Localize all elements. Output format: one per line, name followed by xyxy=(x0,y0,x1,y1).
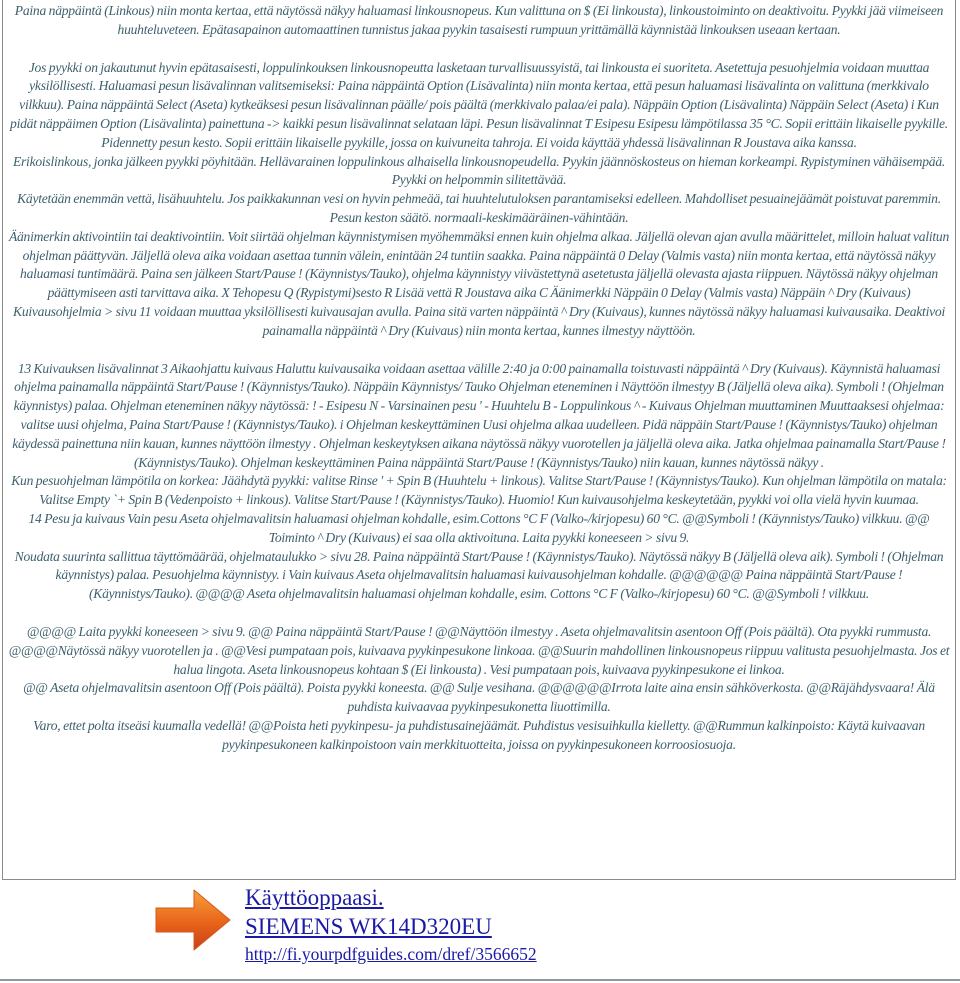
paragraph-wash-options: Jos pyykki on jakautunut hyvin epätasaisesti, loppulinkouksen linkousnopeutta lasketaan turvallisuussyistä, tai linkousta ei suoriteta. Asetettuja pesuohjelmia voidaan muuttaa yksilöllisesti. Haluamasi pesun lisävalinnan valitsemiseksi: Paina näppäintä Option (Lisävalinta) niin monta kertaa, että pesun haluamasi lisävalinta on valittuna (merkkivalo vilkkuu). Paina näppäintä Select (Aseta) kytkeäksesi pesun lisävalinnan päälle/ pois päältä (merkkivalo palaa/ei pala). Näppäin Option (Lisävalinta) Näppäin Select (Aseta) i Kun pidät näppäimen Option (Lisävalinta) painettuna -> kaikki pesun lisävalinnat selataan läpi. Pesun lisävalinnat T Esipesu Esipesu lämpötilassa 35 °C. Sopii erittäin likaiselle pyykille. Pidennetty pesun kesto. Sopii erittäin likaiselle pyykille, jossa on kuivuneita tahroja. Ei voida käyttää yhdessä lisävalinnan R Joustava aika kanssa. xyxy=(10,59,948,150)
paragraph-unload: @@@@ Laita pyykki koneeseen > sivu 9. @@ Paina näppäintä Start/Pause ! @@Näyttöön ilmestyy . Aseta ohjelmavalitsin asentoon Off (Pois päältä). Ota pyykki rummusta. @@@@Näytössä näkyy vuorotellen ja . @@Vesi pumpataan pois, kuivaava pyykinpesukone linkoaa. @@Suurin mahdollinen linkousnopeus riippuu valitusta pesuohjelmasta. Jos et halua lingota. Aseta linkousnopeus kohtaan $ (Ei linkousta) . Vesi pumpataan pois, kuivaava pyykinpesukone ei linkoa. xyxy=(8,623,950,677)
manual-link[interactable]: Käyttöoppaasi. xyxy=(245,885,384,910)
paragraph-wash-and-dry: 14 Pesu ja kuivaus Vain pesu Aseta ohjelmavalitsin haluamasi ohjelman kohdalle, esim.Cottons °C F (Valko-/kirjopesu) 60 °C. @@Symboli ! (Käynnistys/Tauko) vilkkuu. @@ Toiminto ^ Dry (Kuivaus) ei saa olla aktivoituna. Laita pyykki koneeseen > sivu 9. xyxy=(28,510,930,545)
paragraph-drying-options: 13 Kuivauksen lisävalinnat 3 Aikaohjattu kuivaus Haluttu kuivausaika voidaan asettaa välille 2:40 ja 0:00 painamalla toistuvasti näppäintä ^ Dry (Kuivaus). Käynnistä haluamasi ohjelma painamalla näppäintä Start/Pause ! (Käynnistys/Tauko). Näppäin Käynnistys/ Tauko Ohjelman eteneminen i Näyttöön ilmestyy B (Jäljellä oleva aika). Symboli ! (Ohjelman käynnistys) palaa. Ohjelman eteneminen näkyy näytössä: ! - Esipesu N - Varsinainen pesu ' - Huuhtelu B - Loppulinkous ^ - Kuivaus Ohjelman muuttaminen Muuttaaksesi ohjelmaa: valitse uusi ohjelma, Paina Start/Pause ! (Käynnistys/Tauko). i Ohjelman keskeyttäminen Uusi ohjelma alkaa uudelleen. Pidä näppäin Start/Pause ! (Käynnistys/Tauko) ohjelman käydessä painettuna niin kauan, kunnes näyttöön ilmestyy . Ohjelman keskeytyksen aikana näytössä näkyy vuorotellen ja jäljellä oleva aika. Jatka ohjelmaa painamalla Start/Pause ! (Käynnistys/Tauko). Ohjelman keskeyttäminen Paina näppäintä Start/Pause ! (Käynnistys/Tauko) niin kauan, kunnes näytössä näkyy . xyxy=(12,360,946,470)
url-link[interactable]: http://fi.yourpdfguides.com/dref/3566652 xyxy=(245,944,537,964)
paragraph-special-spin: Erikoislinkous, jonka jälkeen pyykki pöyhitään. Hellävarainen loppulinkous alhaisella linkousnopeudella. Pyykin jäännöskosteus on hieman korkeampi. Rypistyminen vähäisempää. Pyykki on helpommin silitettävää. xyxy=(12,153,946,188)
model-link[interactable]: SIEMENS WK14D320EU xyxy=(245,914,492,939)
paragraph-dry-only: Noudata suurinta sallittua täyttömäärää, ohjelmataulukko > sivu 28. Paina näppäintä Start/Pause ! (Käynnistys/Tauko). Näytössä näkyy B (Jäljellä oleva aik). Symboli ! (Ohjelman käynnistys) palaa. Pesuohjelma käynnistyy. i Vain kuivaus Aseta ohjelmavalitsin haluamasi kuivausohjelman kohdalle. @@@@@@ Paina näppäintä Start/Pause ! (Käynnistys/Tauko). @@@@ Aseta ohjelmavalitsin haluamasi ohjelman kohdalle, esim. Cottons °C F (Valko-/kirjopesu) 60 °C. @@Symboli ! vilkkuu. xyxy=(14,548,944,602)
paragraph-off: @@ Aseta ohjelmavalitsin asentoon Off (Pois päältä). Poista pyykki koneesta. @@ Sulje vesihana. @@@@@@Irrota laite aina ensin sähköverkosta. @@Räjähdysvaara! Älä puhdista kuivaavaa pyykinpesukonetta liuottimilla. xyxy=(23,680,935,715)
paragraph-extra-rinse: Käytetään enemmän vettä, lisähuuhtelu. Jos paikkakunnan vesi on hyvin pehmeää, tai huuhtelutuloksen parantamiseksi edelleen. Mahdolliset pesuainejäämät poistuvat paremmin. Pesun keston säätö. normaali-keskimääräinen-vähintään. xyxy=(17,191,941,225)
document-text-box xyxy=(2,0,956,880)
arrow-right-icon xyxy=(152,886,234,954)
footer xyxy=(0,880,960,983)
bottom-divider xyxy=(0,979,960,981)
paragraph-cooling: Kun pesuohjelman lämpötila on korkea: Jäähdytä pyykki: valitse Rinse ' + Spin B (Huuhtelu + linkous). Valitse Start/Pause ! (Käynnistys/Tauko). Kun ohjelman lämpötila on matala: Valitse Empty `+ Spin B (Vedenpoisto + linkous). Valitse Start/Pause ! (Käynnistys/Tauko). Huomio! Kun kuivausohjelma keskeytetään, pyykki voi olla vielä hyvin kuumaa. xyxy=(11,473,947,508)
paragraph-delay: Äänimerkin aktivointiin tai deaktivointiin. Voit siirtää ohjelman käynnistymisen myöhemmäksi ennen kuin ohjelma alkaa. Jäljellä olevan ajan avulla määrittelet, milloin haluat valitun ohjelman päättyvän. Jäljellä oleva aika voidaan asettaa tunnin välein, enintään 24 tuntiin saakka. Paina näppäintä 0 Delay (Valmis vasta) niin monta kertaa, että näytössä näkyy haluamasi tuntimäärä. Paina sen jälkeen Start/Pause ! (Käynnistys/Tauko), ohjelma käynnistyy viivästettynä asetetusta jäljellä olevasta ajasta riippuen. Näytössä näkyy ohjelman päättymiseen asti tarvittava aika. X Tehopesu Q (Rypistymi)sesto R Lisää vettä R Joustava aika C Äänimerkki Näppäin 0 Delay (Valmis vasta) Näppäin ^ Dry (Kuivaus) Kuivausohjelmia > sivu 11 voidaan muuttaa yksilöllisesti kuivausajan avulla. Paina sitä varten näppäintä ^ Dry (Kuivaus), kunnes näytössä näkyy haluamasi kuivausaika. Deaktivoi painamalla näppäintä ^ Dry (Kuivaus) niin monta kertaa, kunnes ilmestyy näyttöön. xyxy=(8,228,950,338)
paragraph-cleaning: Varo, ettet polta itseäsi kuumalla vedellä! @@Poista heti pyykinpesu- ja puhdistusainejäämät. Puhdistus vesisuihkulla kielletty. @@Rummun kalkinpoisto: Käytä kuivaavan pyykinpesukoneen kalkinpoistoon vain merkkituotteita, joissa on pyykinpesukoneen korroosiosuoja. xyxy=(33,717,925,752)
paragraph-spin: Paina näppäintä (Linkous) niin monta kertaa, että näytössä näkyy haluamasi linkousnopeus. Kun valittuna on $ (Ei linkousta), linkoustoiminto on deaktivoitu. Pyykki jää viimeiseen huuhteluveteen. Epätasapainon automaattinen tunnistus jakaa pyykin tasaisesti rumpuun yrittämällä käynnistää linkouksen useaan kertaan. xyxy=(14,3,944,37)
